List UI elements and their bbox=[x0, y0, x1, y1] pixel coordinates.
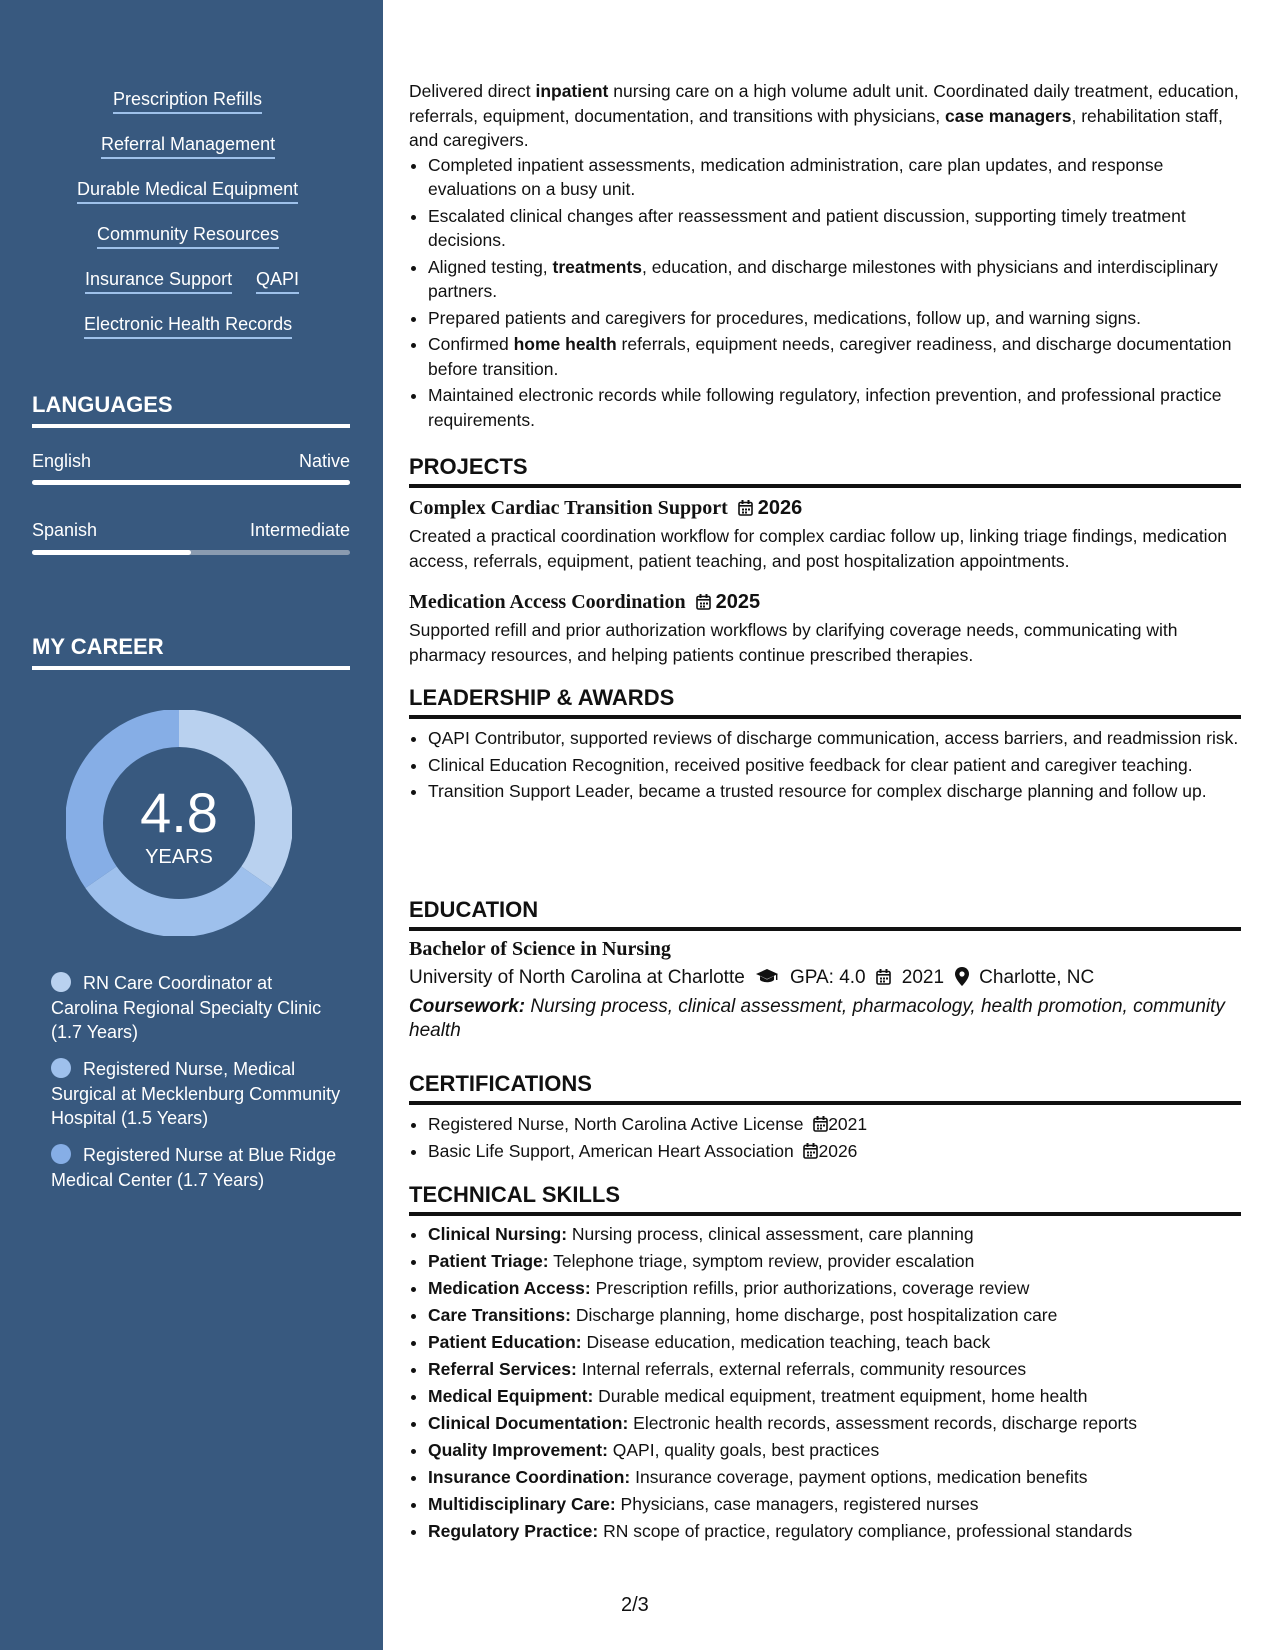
graduation-year: 2021 bbox=[901, 967, 945, 988]
list-item: • Prepared patients and caregivers for procedures, medications, follow up, and warning signs. bbox=[428, 306, 1241, 331]
list-item: • Aligned testing, treatments, education, and discharge milestones with physicians and interdisciplinary partners. bbox=[428, 255, 1241, 304]
list-item: • Maintained electronic records while following regulatory, infection prevention, and professional practice requirements. bbox=[428, 383, 1241, 432]
project-description: Supported refill and prior authorization workflows by clarifying coverage needs, communicating with pharmacy resources, and helping patients continue prescribed therapies. bbox=[409, 620, 1178, 665]
project-year: 2026 bbox=[757, 497, 803, 519]
coursework: Coursework: Nursing process, clinical assessment, pharmacology, health promotion, community health bbox=[409, 996, 1225, 1041]
list-item: • Basic Life Support, American Heart Association 2026 bbox=[428, 1139, 1241, 1164]
skill-tag: Durable Medical Equipment bbox=[77, 178, 298, 204]
career-donut-chart bbox=[66, 710, 292, 936]
language-bar bbox=[32, 480, 350, 485]
list-item: • Confirmed home health referrals, equipment needs, caregiver readiness, and discharge documentation before transition. bbox=[428, 332, 1241, 381]
career-total-unit: YEARS bbox=[145, 846, 213, 868]
language-name: Spanish bbox=[32, 520, 98, 540]
experience-block bbox=[409, 79, 1241, 434]
experience-intro: Delivered direct inpatient nursing care on a high volume adult unit. Coordinated daily treatment, education, referrals, equipment, documentation, and transitions with physicians, case managers, rehabilitation staff, and caregivers. bbox=[409, 81, 1239, 150]
graduation-cap-icon bbox=[755, 968, 779, 984]
page-number: 2/3 bbox=[621, 1594, 649, 1616]
career-item-text: RN Care Coordinator at Carolina Regional Specialty Clinic (1.7 Years) bbox=[51, 973, 322, 1042]
calendar-icon bbox=[803, 1143, 818, 1159]
list-item: • Registered Nurse, North Carolina Active License 2021 bbox=[428, 1112, 1241, 1137]
calendar-icon bbox=[696, 594, 711, 610]
calendar-icon bbox=[876, 969, 891, 985]
calendar-icon bbox=[813, 1116, 828, 1132]
list-item: • Referral Services: Internal referrals, external referrals, community resources bbox=[428, 1357, 1241, 1382]
list-item: • Multidisciplinary Care: Physicians, case managers, registered nurses bbox=[428, 1492, 1241, 1517]
career-heading: MY CAREER bbox=[32, 634, 350, 670]
leadership-heading: LEADERSHIP & AWARDS bbox=[409, 685, 1241, 719]
education-block bbox=[409, 936, 1241, 1043]
skill-tag: QAPI bbox=[256, 268, 299, 294]
experience-bullets bbox=[409, 153, 1241, 433]
career-dot-icon bbox=[51, 972, 71, 992]
language-bar-fill bbox=[32, 550, 191, 555]
technical-skills-list bbox=[409, 1222, 1241, 1544]
project-title: Complex Cardiac Transition Support 2026 bbox=[409, 497, 803, 519]
project-description: Created a practical coordination workflow for complex cardiac follow up, linking triage findings, medication access, referrals, equipment, patient teaching, and post hospitalization appointments. bbox=[409, 526, 1228, 571]
technical-skills-block bbox=[409, 1222, 1241, 1546]
list-item: • Regulatory Practice: RN scope of practice, regulatory compliance, professional standards bbox=[428, 1519, 1241, 1544]
career-item-text: Registered Nurse at Blue Ridge Medical Center (1.7 Years) bbox=[51, 1145, 337, 1190]
career-item-text: Registered Nurse, Medical Surgical at Mecklenburg Community Hospital (1.5 Years) bbox=[51, 1059, 341, 1128]
career-total-value: 4.8 bbox=[140, 781, 218, 844]
career-dot-icon bbox=[51, 1144, 71, 1164]
language-bar bbox=[32, 550, 350, 555]
school-location: Charlotte, NC bbox=[979, 967, 1095, 988]
languages-heading: LANGUAGES bbox=[32, 392, 350, 428]
school-name: University of North Carolina at Charlotte bbox=[409, 967, 745, 988]
calendar-icon bbox=[738, 500, 753, 516]
technical-skills-heading: TECHNICAL SKILLS bbox=[409, 1182, 1241, 1216]
list-item: • Clinical Documentation: Electronic health records, assessment records, discharge reports bbox=[428, 1411, 1241, 1436]
leadership-list bbox=[409, 726, 1241, 804]
skill-tag: Referral Management bbox=[101, 133, 275, 159]
certifications-block bbox=[409, 1112, 1241, 1165]
skill-tag: Insurance Support bbox=[85, 268, 232, 294]
career-item bbox=[51, 971, 341, 1045]
career-item bbox=[51, 1143, 341, 1192]
list-item: • Completed inpatient assessments, medication administration, care plan updates, and response evaluations on a busy unit. bbox=[428, 153, 1241, 202]
language-name: English bbox=[32, 451, 92, 471]
language-level: Intermediate bbox=[249, 520, 350, 540]
project-item bbox=[409, 495, 1241, 573]
list-item: • Clinical Nursing: Nursing process, clinical assessment, care planning bbox=[428, 1222, 1241, 1247]
list-item: • Insurance Coordination: Insurance coverage, payment options, medication benefits bbox=[428, 1465, 1241, 1490]
list-item: • Care Transitions: Discharge planning, home discharge, post hospitalization care bbox=[428, 1303, 1241, 1328]
degree-title: Bachelor of Science in Nursing bbox=[409, 938, 671, 960]
list-item: • Medication Access: Prescription refills, prior authorizations, coverage review bbox=[428, 1276, 1241, 1301]
language-level: Native bbox=[298, 451, 350, 471]
skill-tag: Community Resources bbox=[97, 223, 279, 249]
gpa: GPA: 4.0 bbox=[789, 967, 866, 988]
career-item bbox=[51, 1057, 341, 1131]
list-item: • Clinical Education Recognition, received positive feedback for clear patient and caregiver teaching. bbox=[428, 753, 1241, 778]
list-item: • Escalated clinical changes after reassessment and patient discussion, supporting timely treatment decisions. bbox=[428, 204, 1241, 253]
education-heading: EDUCATION bbox=[409, 897, 1241, 931]
project-year: 2025 bbox=[715, 591, 761, 613]
projects-heading: PROJECTS bbox=[409, 454, 1241, 488]
sidebar bbox=[0, 0, 383, 1650]
list-item: • Quality Improvement: QAPI, quality goals, best practices bbox=[428, 1438, 1241, 1463]
skill-tag: Prescription Refills bbox=[113, 88, 262, 114]
language-bar-fill bbox=[32, 480, 350, 485]
list-item: • Transition Support Leader, became a trusted resource for complex discharge planning and follow up. bbox=[428, 779, 1241, 804]
project-title: Medication Access Coordination 2025 bbox=[409, 591, 761, 613]
location-pin-icon bbox=[955, 967, 969, 986]
certifications-heading: CERTIFICATIONS bbox=[409, 1071, 1241, 1105]
education-details bbox=[409, 964, 1241, 992]
career-dot-icon bbox=[51, 1058, 71, 1078]
list-item: • Patient Triage: Telephone triage, symptom review, provider escalation bbox=[428, 1249, 1241, 1274]
leadership-block bbox=[409, 726, 1241, 806]
list-item: • Medical Equipment: Durable medical equipment, treatment equipment, home health bbox=[428, 1384, 1241, 1409]
project-item bbox=[409, 589, 1241, 667]
list-item: • QAPI Contributor, supported reviews of discharge communication, access barriers, and readmission risk. bbox=[428, 726, 1241, 751]
list-item: • Patient Education: Disease education, medication teaching, teach back bbox=[428, 1330, 1241, 1355]
certifications-list bbox=[409, 1112, 1241, 1163]
skill-tag: Electronic Health Records bbox=[84, 313, 292, 339]
